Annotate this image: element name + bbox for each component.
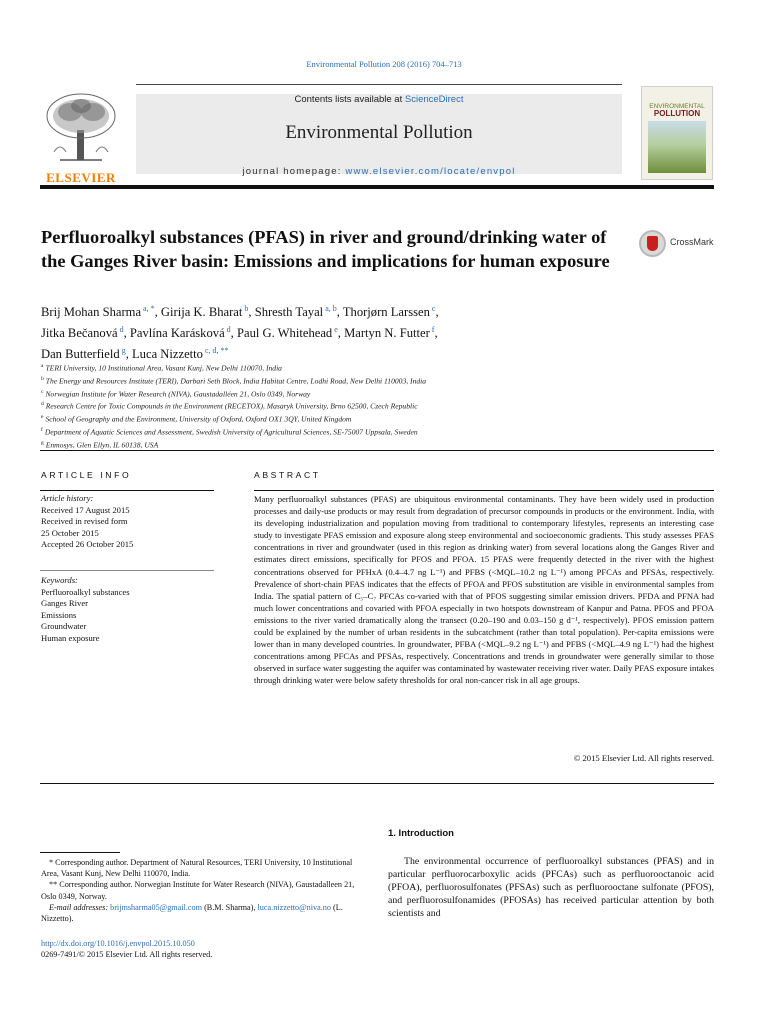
author-name[interactable]: Pavlína Karásková [129, 326, 225, 341]
affiliation-text: Research Centre for Toxic Compounds in the Environment (RECETOX), Masaryk University, Brno 62500, Czech Republic [45, 402, 418, 412]
author-name[interactable]: Brij Mohan Sharma [41, 305, 142, 320]
affiliation-text: Department of Aquatic Sciences and Assessment, Swedish University of Agricultural Sciences, SE-75007 Uppsala, Sweden [44, 427, 418, 437]
journal-homepage [136, 166, 622, 177]
cover-title-small: ENVIRONMENTAL [649, 103, 705, 110]
keyword-item: Ganges River [41, 598, 89, 609]
crossmark-badge[interactable] [639, 230, 719, 260]
affiliation-key: g [41, 439, 44, 446]
elsevier-tree-icon [40, 92, 122, 164]
issn-line: 0269-7491/© 2015 Elsevier Ltd. All rights reserved. [41, 950, 213, 959]
author-separator: , [434, 326, 438, 341]
masthead-center [136, 84, 622, 180]
affiliation-item [41, 399, 701, 412]
abstract-bottom-rule [40, 783, 714, 784]
affiliation-key: e [41, 414, 44, 421]
cover-image [648, 121, 706, 173]
author-name[interactable]: Shresth Tayal [254, 305, 324, 320]
affiliation-item [41, 374, 701, 387]
author-name[interactable]: Paul G. Whitehead [236, 326, 333, 341]
abstract-text: Many perfluoroalkyl substances (PFAS) are ubiquitous environmental contaminants. They have been widely used in production processes and daily-use products or may result from degradation of precursor compounds in products or the environment. India, with its developing industrialization and population moving from traditional to contemporary lifestyles, represents an interesting case study to investigate PFAS emission and exposure along steep environmental and socioeconomic gradients. This study assesses PFAS concentrations in river and groundwater (used in this region as drinking water) from several locations along the Ganges River and estimates direct emissions, specifically for PFOS and PFOA. 15 PFAS were frequently detected in the river with the highest concentrations observed for PFHxA (0.4–4.7 ng L⁻¹) and PFBS (<MQL–10.2 ng L⁻¹) among PFCAs and PFSAs, respectively. Prevalence of short-chain PFAS indicates that the effects of PFOA and PFOS substitution are visible in environmental samples from India. The spatial pattern of C₅–C₇ PFCAs co-varied with that of PFOS suggesting similar emission drivers. PFDA and PFNA had much lower concentrations and covaried with PFOA especially in two hotspots downstream of Kanpur and Patna. PFOS and PFOA emissions to the river varied dramatically along the transect (0.20–190 and 0.03–150 g d⁻¹, respectively). PFOS emission pattern could be explained by the number of urban residents in the subcatchment (rather than total population). Per-capita emissions were lower than in many developed countries. In groundwater, PFBA (<MQL–9.2 ng L⁻¹) and PFBS (<MQL–4.9 ng L⁻¹) had the highest concentrations among PFCAs and PFSAs, respectively. Concentrations and trends in groundwater were generally similar to those observed in surface water suggesting the aquifer was contaminated by wastewater receiving river water. Daily PFAS exposure intakes through drinking water were below safety thresholds for oral non-cancer risk in all age groups. [254, 494, 714, 686]
author-name[interactable]: Girija K. Bharat [160, 305, 243, 320]
affiliation-text: Enmosys, Glen Ellyn, IL 60138, USA [45, 440, 159, 450]
keyword-item: Human exposure [41, 632, 100, 643]
affiliation-text: TERI University, 10 Institutional Area, Vasant Kunj, New Delhi 110070, India [45, 363, 282, 373]
author-separator: , [230, 326, 237, 341]
author-line-1 [41, 300, 601, 321]
email-owner-sharma: (B.M. Sharma), [202, 902, 258, 912]
affiliation-text: Norwegian Institute for Water Research (NIVA), Gaustadalléen 21, Oslo 0349, Norway [45, 389, 311, 399]
affiliation-key: f [41, 427, 43, 434]
keywords-label: Keywords: [41, 575, 78, 585]
crossmark-label: CrossMark [670, 237, 714, 247]
history-item: 25 October 2015 [41, 527, 99, 538]
author-affiliation-marker[interactable]: b [242, 304, 249, 313]
email-link-nizzetto[interactable]: luca.nizzetto@niva.no [257, 902, 331, 912]
author-separator: , [248, 305, 255, 320]
masthead-top-rule [136, 84, 622, 85]
author-affiliation-marker[interactable]: a, b [323, 304, 337, 313]
abstract-copyright: © 2015 Elsevier Ltd. All rights reserved. [573, 753, 714, 763]
affiliation-key: d [41, 401, 44, 408]
affiliation-item [41, 438, 701, 451]
author-separator: , [123, 326, 130, 341]
affiliation-text: The Energy and Resources Institute (TERI), Darbari Seth Block, India Habitat Centre, Lodhi Road, New Delhi 110003, India [45, 376, 427, 386]
author-list [41, 300, 601, 364]
author-name[interactable]: Jitka Bečanová [41, 326, 118, 341]
author-affiliation-marker[interactable]: d [224, 325, 231, 335]
affiliation-text: School of Geography and the Environment, University of Oxford, Oxford OX1 3QY, United Kingdom [45, 414, 352, 424]
affiliation-item [41, 387, 701, 400]
author-name[interactable]: Dan Butterfield [41, 347, 120, 362]
contents-prefix: Contents lists available at [294, 94, 405, 105]
introduction-text: The environmental occurrence of perfluoroalkyl substances (PFAS) and in particular perfluorocarboxylic acids (PFCAs) such as perfluorooctanoic acid (PFOA), perfluorosulfonates (PFSAs) such as perfluorooctane sulfonate (PFOS), and perfluorosulfonamides (PFOSAs) has received particular attention by both scientists and [388, 856, 714, 920]
author-separator: , [125, 347, 132, 362]
header-divider [40, 185, 714, 189]
email-link-sharma[interactable]: brijmsharma05@gmail.com [110, 902, 203, 912]
history-label: Article history: [41, 493, 94, 503]
affiliation-item [41, 412, 701, 425]
keywords-rule [40, 570, 214, 571]
email-label: E-mail addresses: [49, 902, 111, 912]
author-separator: , [336, 305, 343, 320]
affiliation-item [41, 361, 701, 374]
keyword-item: Emissions [41, 609, 77, 620]
doi-link[interactable]: http://dx.doi.org/10.1016/j.envpol.2015.10.050 [41, 939, 195, 948]
author-separator: , [154, 305, 161, 320]
author-separator: , [435, 305, 439, 320]
email-addresses [41, 902, 367, 924]
journal-reference[interactable]: Environmental Pollution 208 (2016) 704–713 [306, 59, 462, 69]
elsevier-logo[interactable] [40, 92, 122, 188]
sciencedirect-link[interactable]: ScienceDirect [404, 94, 464, 105]
affiliation-item [41, 425, 701, 438]
article-history [41, 493, 213, 551]
author-affiliation-marker[interactable]: c [429, 304, 436, 313]
crossmark-icon [639, 230, 666, 257]
article-title: Perfluoroalkyl substances (PFAS) in river and ground/drinking water of the Ganges River basin: Emissions and implications for human exposure [41, 227, 610, 271]
abstract-rule-top [254, 490, 714, 491]
abstract-heading: ABSTRACT [254, 470, 321, 480]
author-affiliation-marker[interactable]: c, d, ** [202, 346, 229, 356]
cover-title [642, 103, 712, 117]
article-info-heading: ARTICLE INFO [41, 470, 132, 480]
article-info-rule [40, 490, 214, 491]
history-item: Accepted 26 October 2015 [41, 539, 134, 550]
elsevier-wordmark: ELSEVIER [46, 170, 116, 185]
keyword-item: Groundwater [41, 621, 87, 632]
homepage-label: journal homepage: [242, 166, 346, 177]
cover-title-big: POLLUTION [653, 109, 701, 118]
corresponding-author-1: * Corresponding author. Department of Natural Resources, TERI University, 10 Institutional Area, Vasant Kunj, New Delhi 110070, India. [41, 858, 353, 879]
author-line-2 [41, 321, 601, 342]
introduction-heading: 1. Introduction [388, 828, 454, 839]
affiliation-key: a [41, 363, 44, 369]
author-affiliation-marker[interactable]: a, * [141, 304, 155, 313]
affiliation-key: b [41, 375, 44, 382]
journal-masthead [40, 84, 714, 184]
author-affiliation-marker[interactable]: f [429, 325, 435, 335]
affiliation-list [41, 361, 701, 451]
author-separator: , [337, 326, 345, 341]
journal-title: Environmental Pollution [285, 122, 473, 143]
affiliation-key: c [41, 388, 44, 395]
author-affiliation-marker[interactable]: g [119, 346, 126, 356]
author-affiliation-marker[interactable]: e [332, 325, 338, 335]
author-affiliation-marker[interactable]: d [117, 325, 124, 335]
journal-cover-thumbnail[interactable] [641, 86, 713, 180]
keywords-block [41, 575, 213, 645]
author-name[interactable]: Martyn N. Futter [344, 326, 430, 341]
contents-line [136, 94, 622, 105]
keyword-item: Perfluoroalkyl substances [41, 586, 130, 597]
homepage-link[interactable]: www.elsevier.com/locate/envpol [345, 166, 516, 177]
history-item: Received 17 August 2015 [41, 504, 130, 515]
author-name[interactable]: Thorjørn Larssen [342, 305, 430, 320]
footnote-rule [40, 852, 120, 853]
footnotes [41, 857, 367, 924]
corresponding-author-2: ** Corresponding author. Norwegian Institute for Water Research (NIVA), Gaustadalleen 21, Oslo 0349, Norway. [41, 880, 355, 901]
history-item: Received in revised form [41, 516, 128, 527]
email-owner-nizzetto: (L. Nizzetto). [41, 902, 343, 924]
author-name[interactable]: Luca Nizzetto [131, 347, 203, 362]
affiliation-divider [40, 450, 714, 451]
